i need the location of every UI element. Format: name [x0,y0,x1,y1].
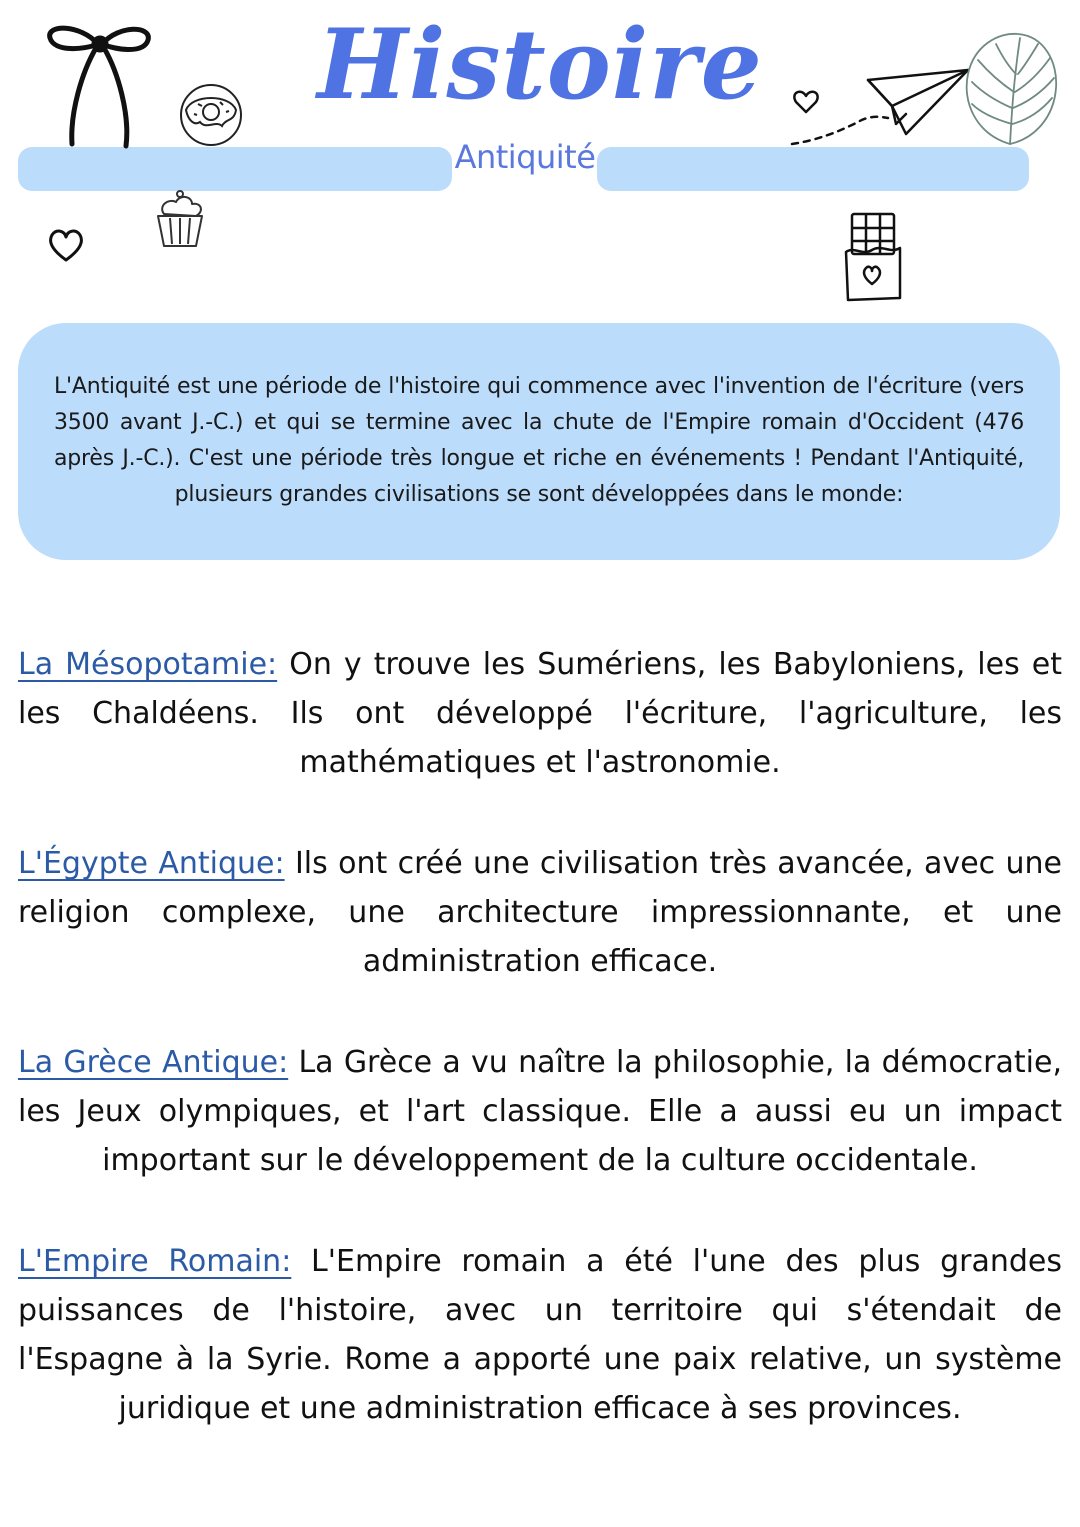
header-band-left [18,147,452,191]
section-mesopotamie [18,640,1062,787]
section-grece [18,1038,1062,1185]
donut-icon [176,80,246,150]
heart-icon [46,226,86,264]
section-heading: La Grèce Antique: [18,1045,289,1080]
cupcake-icon [150,188,210,250]
section-heading: L'Égypte Antique: [18,846,285,881]
civilizations-list [18,640,1062,1485]
intro-box [18,323,1060,560]
header-band-right [597,147,1029,191]
section-text: On y trouve les Sumériens, les Babyloniens, les et les Chaldéens. Ils ont développé l'écriture, l'agriculture, les mathématiques et l'astronomie. [18,647,1062,780]
paper-plane-icon [788,62,978,152]
section-heading: L'Empire Romain: [18,1244,292,1279]
page-subtitle: Antiquité [454,138,596,176]
section-text: L'Empire romain a été l'une des plus grandes puissances de l'histoire, avec un territoire qui s'étendait de l'Espagne à la Syrie. Rome a apporté une paix relative, un système juridique et une administration efficace à ses provinces. [18,1244,1063,1426]
section-egypte [18,839,1062,986]
bow-icon [40,22,160,152]
section-text: La Grèce a vu naître la philosophie, la démocratie, les Jeux olympiques, et l'art classique. Elle a aussi eu un impact important sur le développement de la culture occidentale. [18,1045,1062,1178]
section-heading: La Mésopotamie: [18,647,278,682]
page-title: Histoire [317,8,763,121]
intro-text: L'Antiquité est une période de l'histoire qui commence avec l'invention de l'écriture (vers 3500 avant J.-C.) et qui se termine avec la chute de l'Empire romain d'Occident (476 après J.-C.). C'est une période très longue et riche en événements ! Pendant l'Antiquité, plusieurs grandes civilisations se sont développées dans le monde: [54,374,1024,507]
monstera-leaf-icon [958,28,1062,148]
chocolate-bar-icon [842,210,904,304]
section-empire-romain [18,1237,1062,1433]
section-text: Ils ont créé une civilisation très avancée, avec une religion complexe, une architecture impressionnante, et une administration efficace. [18,846,1062,979]
